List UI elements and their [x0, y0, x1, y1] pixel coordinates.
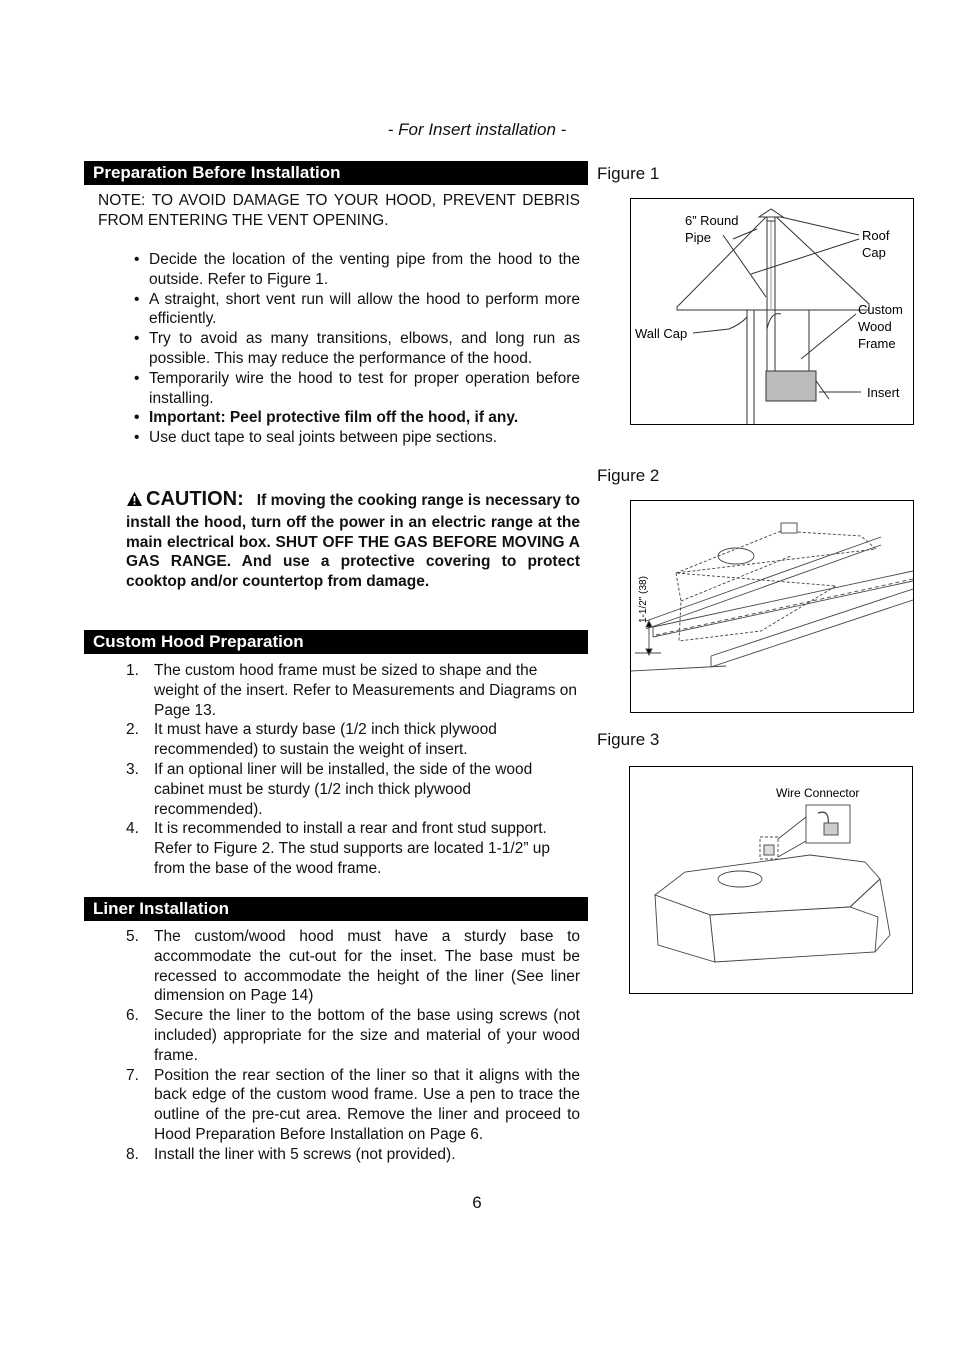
dimension-label: 1-1/2" (38) — [638, 576, 649, 623]
figure-3-label: Figure 3 — [597, 730, 660, 749]
liner-steps — [126, 927, 580, 1165]
label-roof-line1: Roof — [862, 228, 890, 243]
step-number: 7. — [126, 1066, 139, 1084]
list-item — [126, 720, 580, 760]
label-pipe-line2: Pipe — [685, 230, 712, 245]
step-text: If an optional liner will be installed, the side of the wood cabinet must be sturdy (1/2 inch thick plywood recommended). — [154, 760, 533, 818]
insert-hood-diagram — [630, 767, 912, 993]
step-text: Position the rear section of the liner so that it aligns with the back edge of the custom wood frame. Use a pen to trace the outline of the pre-cut area. Remove the liner and proceed to Hood Preparation Before Installation on Page 6. — [154, 1066, 580, 1143]
list-item — [126, 927, 580, 1006]
bullet-item: • Temporarily wire the hood to test for proper operation before installing. — [128, 369, 580, 409]
step-number: 6. — [126, 1007, 139, 1025]
step-text: Secure the liner to the bottom of the base using screws (not included) appropriate for the size and material of your wood frame. — [154, 1007, 580, 1064]
note-text: NOTE: TO AVOID DAMAGE TO YOUR HOOD, PREVENT DEBRIS FROM ENTERING THE VENT OPENING. — [98, 192, 580, 229]
label-insert: Insert — [867, 385, 900, 400]
figure-2-label: Figure 2 — [597, 466, 660, 485]
venting-diagram — [631, 199, 913, 424]
caution-text: If moving the cooking range is necessary to install the hood, turn off the power in an electric range at the main electrical box. SHUT OFF THE GAS BEFORE MOVING A GAS RANGE. And use a protective covering to protect cooktop and/or countertop from damage. — [126, 492, 580, 591]
list-item — [126, 1145, 580, 1165]
label-roof-line2: Cap — [862, 245, 886, 260]
step-number: 5. — [126, 928, 139, 945]
bullet-item-important: • Important: Peel protective film off the hood, if any. — [128, 408, 580, 428]
figure-1-diagram — [630, 198, 914, 425]
step-number: 2. — [126, 721, 139, 739]
section-header-custom-hood: Custom Hood Preparation — [84, 630, 588, 654]
step-text: It must have a sturdy base (1/2 inch thick plywood recommended) to sustain the weight of insert. — [154, 721, 497, 759]
step-number: 1. — [126, 662, 139, 679]
figure-3-diagram — [629, 766, 913, 994]
step-text: It is recommended to install a rear and front stud support. Refer to Figure 2. The stud supports are located 1-1/2” up from the base of the wood frame. — [154, 820, 551, 877]
figure-2-diagram — [630, 500, 914, 713]
caution-colon: : — [237, 488, 244, 510]
caution-word: CAUTION — [146, 488, 238, 510]
bullet-item: • Use duct tape to seal joints between pipe sections. — [128, 428, 580, 448]
label-frame-line2: Wood — [858, 319, 892, 334]
page-subtitle: - For Insert installation - — [387, 120, 567, 139]
step-number: 4. — [126, 820, 139, 838]
bullet-item: • Decide the location of the venting pipe from the hood to the outside. Refer to Figure 1. — [128, 250, 580, 290]
label-frame-line3: Frame — [858, 336, 896, 351]
section-header-preparation: Preparation Before Installation — [84, 161, 588, 185]
wire-connector-label: Wire Connector — [776, 786, 860, 800]
step-number: 3. — [126, 760, 139, 778]
step-text: The custom hood frame must be sized to shape and the weight of the insert. Refer to Measurements and Diagrams on Page 13. — [154, 662, 578, 719]
preparation-bullets — [128, 250, 580, 448]
warning-icon — [126, 491, 143, 513]
list-item — [126, 1066, 580, 1145]
list-item — [126, 760, 580, 819]
bullet-item: • A straight, short vent run will allow the hood to perform more efficiently. — [128, 290, 580, 330]
step-number: 8. — [126, 1145, 139, 1163]
step-text: Install the liner with 5 screws (not provided). — [154, 1145, 456, 1163]
bullet-item: • Try to avoid as many transitions, elbows, and long run as possible. This may reduce the performance of the hood. — [128, 329, 580, 369]
step-text: The custom/wood hood must have a sturdy base to accommodate the cut-out for the inset. The base must be recessed to accommodate the height of the liner (See liner dimension on Page 14) — [154, 928, 580, 1005]
label-wall-cap: Wall Cap — [635, 326, 688, 341]
section-header-liner: Liner Installation — [84, 897, 588, 921]
custom-hood-steps — [126, 661, 580, 879]
stud-support-diagram — [631, 501, 913, 712]
label-frame-line1: Custom — [858, 302, 903, 317]
label-pipe-line1: 6” Round — [685, 213, 739, 228]
list-item — [126, 661, 580, 720]
figure-1-label: Figure 1 — [597, 164, 660, 183]
list-item — [126, 819, 580, 878]
caution-block — [126, 490, 580, 592]
page-number: 6 — [472, 1193, 482, 1212]
list-item — [126, 1006, 580, 1065]
